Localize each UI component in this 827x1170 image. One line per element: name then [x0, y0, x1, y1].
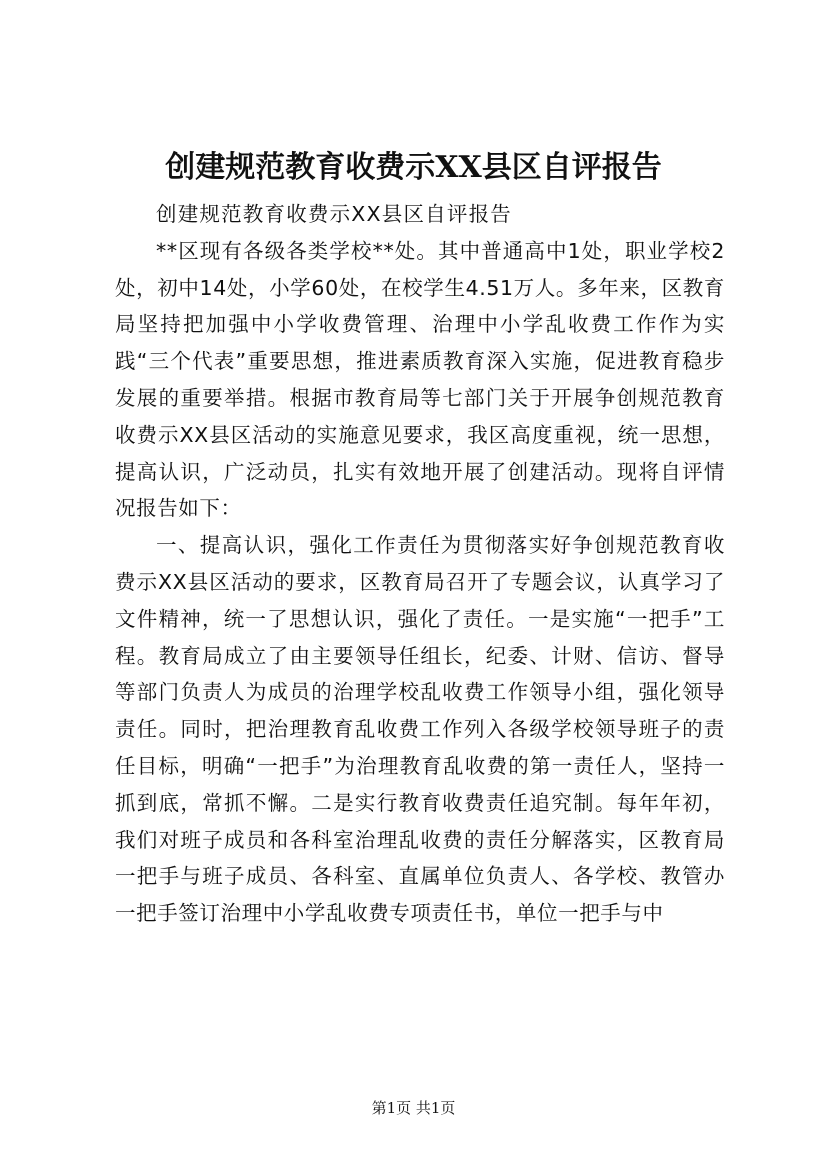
page-number-footer: 第1页 共1页 [371, 1099, 456, 1117]
intro-paragraph: **区现有各级各类学校**处。其中普通高中1处，职业学校2处，初中14处，小学60处，在校学生4.51万人。多年来，区教育局坚持把加强中小学收费管理、治理中小学乱收费工作作为实践“三个代表”重要思想，推进素质教育深入实施，促进教育稳步发展的重要举措。根据市教育局等七部门关于开展争创规范教育收费示XX县区活动的实施意见要求，我区高度重视，统一思想，提高认识，广泛动员，扎实有效地开展了创建活动。现将自评情况报告如下： [115, 238, 725, 521]
document-title: 创建规范教育收费示XX县区自评报告 [165, 150, 662, 185]
section-one-paragraph: 一、提高认识，强化工作责任为贯彻落实好争创规范教育收费示XX县区活动的要求，区教育局召开了专题会议，认真学习了文件精神，统一了思想认识，强化了责任。一是实施“一把手”工程。教育局成立了由主要领导任组长，纪委、计财、信访、督导等部门负责人为成员的治理学校乱收费工作领导小组，强化领导责任。同时，把治理教育乱收费工作列入各级学校领导班子的责任目标，明确“一把手”为治理教育乱收费的第一责任人，坚持一抓到底，常抓不懈。二是实行教育收费责任追究制。每年年初，我们对班子成员和各科室治理乱收费的责任分解落实，区教育局一把手与班子成员、各科室、直属单位负责人、各学校、教管办一把手签订治理中小学乱收费专项责任书，单位一把手与中 [115, 533, 725, 926]
document-body [115, 196, 725, 932]
subtitle-paragraph: 创建规范教育收费示XX县区自评报告 [156, 202, 512, 226]
